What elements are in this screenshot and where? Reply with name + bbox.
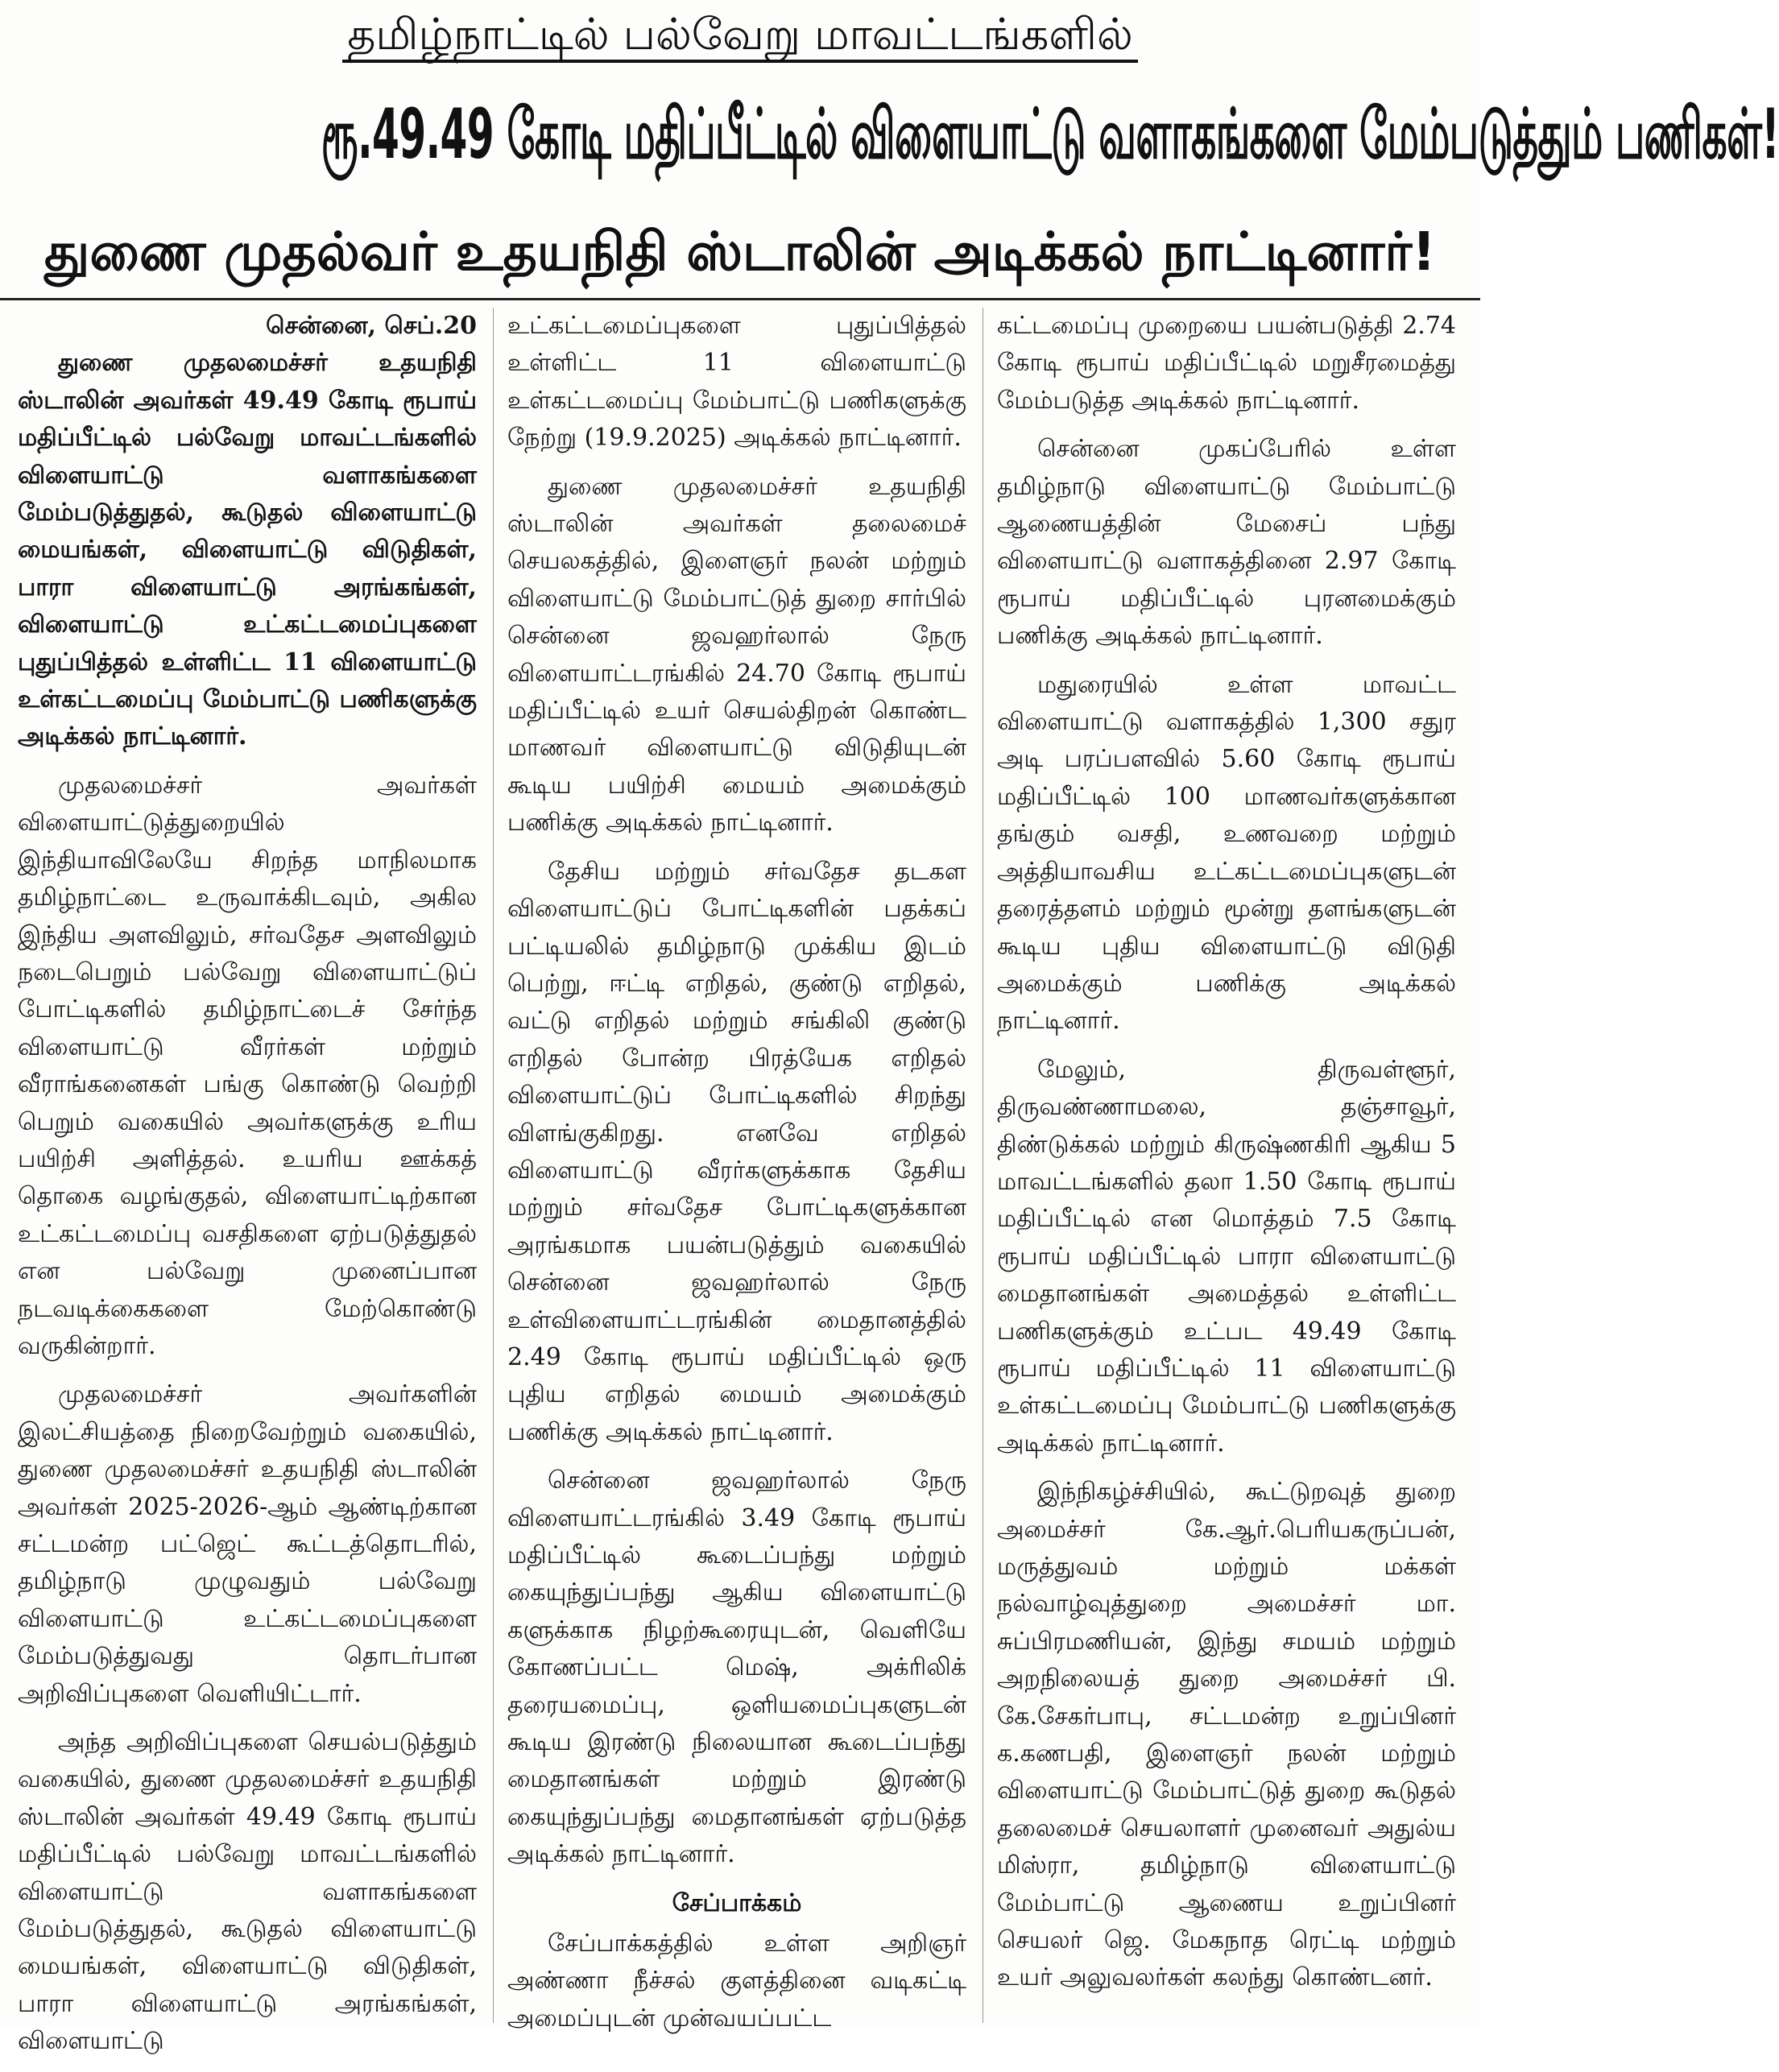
article-column-1 <box>18 308 477 2072</box>
lead-paragraph: துணை முதலமைச்சர் உதயநிதி ஸ்டாலின் அவர்கள் 49.49 கோடி ரூபாய் மதிப்பீட்டில் பல்வேறு மாவட்டங்களில் விளையாட்டு வளாகங்களை மேம்படுத்துதல், கூடுதல் விளையாட்டு மையங்கள், விளையாட்டு விடுதிகள், பாரா விளையாட்டு அரங்கங்கள், விளையாட்டு உட்கட்டமைப்புகளை புதுப்பித்தல் உள்ளிட்ட 11 விளையாட்டு உள்கட்டமைப்பு மேம்பாட்டு பணிகளுக்கு அடிக்கல் நாட்டினார். <box>18 349 477 751</box>
body-paragraph: அந்த அறிவிப்புகளை செயல்படுத்தும் வகையில், துணை முதலமைச்சர் உதயநிதி ஸ்டாலின் அவர்கள் 49.49 கோடி ரூபாய் மதிப்பீட்டில் பல்வேறு மாவட்டங்களில் விளையாட்டு வளாகங்களை மேம்படுத்துதல், கூடுதல் விளையாட்டு மையங்கள், விளையாட்டு விடுதிகள், பாரா விளையாட்டு அரங்கங்கள், விளையாட்டு <box>18 1728 477 2056</box>
body-paragraph: சென்னை ஜவஹர்லால் நேரு விளையாட்டரங்கில் 3.49 கோடி ரூபாய் மதிப்பீட்டில் கூடைப்பந்து மற்றும் கையுந்துப்பந்து ஆகிய விளையாட்டு களுக்காக நிழற்கூரையுடன், வெளியே கோணப்பட்ட மெஷ், அக்ரிலிக் தரையமைப்பு, ஒளியமைப்புகளுடன் கூடிய இரண்டு நிலையான கூடைப்பந்து மைதானங்கள் மற்றும் இரண்டு கையுந்துப்பந்து மைதானங்கள் ஏற்படுத்த அடிக்கல் நாட்டினார். <box>507 1466 966 1869</box>
body-paragraph: உட்கட்டமைப்புகளை புதுப்பித்தல் உள்ளிட்ட 11 விளையாட்டு உள்கட்டமைப்பு மேம்பாட்டு பணிகளுக்கு நேற்று (19.9.2025) அடிக்கல் நாட்டினார். <box>507 312 966 453</box>
body-paragraph: தேசிய மற்றும் சர்வதேச தடகள விளையாட்டுப் போட்டிகளின் பதக்கப் பட்டியலில் தமிழ்நாடு முக்கிய இடம் பெற்று, ஈட்டி எறிதல், குண்டு எறிதல், வட்டு எறிதல் மற்றும் சங்கிலி குண்டு எறிதல் போன்ற பிரத்யேக எறிதல் விளையாட்டுப் போட்டிகளில் சிறந்து விளங்குகிறது. எனவே எறிதல் விளையாட்டு வீரர்களுக்காக தேசிய மற்றும் சர்வதேச போட்டிகளுக்கான அரங்கமாக பயன்படுத்தும் வகையில் சென்னை ஜவஹர்லால் நேரு உள்விளையாட்டரங்கின் மைதானத்தில் 2.49 கோடி ரூபாய் மதிப்பீட்டில் ஒரு புதிய எறிதல் மையம் அமைக்கும் பணிக்கு அடிக்கல் நாட்டினார். <box>507 857 966 1446</box>
body-paragraph: மதுரையில் உள்ள மாவட்ட விளையாட்டு வளாகத்தில் 1,300 சதுர அடி பரப்பளவில் 5.60 கோடி ரூபாய் மதிப்பீட்டில் 100 மாணவர்களுக்கான தங்கும் வசதி, உணவறை மற்றும் அத்தியாவசிய உட்கட்டமைப்புகளுடன் தரைத்தளம் மற்றும் மூன்று தளங்களுடன் கூடிய புதிய விளையாட்டு விடுதி அமைக்கும் பணிக்கு அடிக்கல் நாட்டினார். <box>997 670 1456 1036</box>
section-subheading: சேப்பாக்கம் <box>672 1888 802 1917</box>
dateline: சென்னை, செப்.20 <box>266 312 477 340</box>
body-paragraph: சென்னை முகப்பேரில் உள்ள தமிழ்நாடு விளையாட்டு மேம்பாட்டு ஆணையத்தின் மேசைப் பந்து விளையாட்டு வளாகத்தினை 2.97 கோடி ரூபாய் மதிப்பீட்டில் புரனமைக்கும் பணிக்கு அடிக்கல் நாட்டினார். <box>997 435 1456 651</box>
subheadline: துணை முதல்வர் உதயநிதி ஸ்டாலின் அடிக்கல் நாட்டினார்! <box>44 221 1436 283</box>
body-paragraph: மேலும், திருவள்ளூர், திருவண்ணாமலை, தஞ்சாவூர், திண்டுக்கல் மற்றும் கிருஷ்ணகிரி ஆகிய 5 மாவட்டங்களில் தலா 1.50 கோடி ரூபாய் மதிப்பீட்டில் என மொத்தம் 7.5 கோடி ரூபாய் மதிப்பீட்டில் பாரா விளையாட்டு மைதானங்கள் அமைத்தல் உள்ளிட்ட பணிகளுக்கும் உட்பட 49.49 கோடி ரூபாய் மதிப்பீட்டில் 11 விளையாட்டு உள்கட்டமைப்பு மேம்பாட்டு பணிகளுக்கு அடிக்கல் நாட்டினார். <box>997 1055 1456 1458</box>
body-paragraph: துணை முதலமைச்சர் உதயநிதி ஸ்டாலின் அவர்கள் தலைமைச் செயலகத்தில், இளைஞர் நலன் மற்றும் விளையாட்டு மேம்பாட்டுத் துறை சார்பில் சென்னை ஜவஹர்லால் நேரு விளையாட்டரங்கில் 24.70 கோடி ரூபாய் மதிப்பீட்டில் உயர் செயல்திறன் கொண்ட மாணவர் விளையாட்டு விடுதியுடன் கூடிய பயிற்சி மையம் அமைக்கும் பணிக்கு அடிக்கல் நாட்டினார். <box>507 472 966 837</box>
kicker-text: தமிழ்நாட்டில் பல்வேறு மாவட்டங்களில் <box>342 9 1138 63</box>
kicker-line <box>0 6 1480 63</box>
header-divider <box>0 298 1480 300</box>
article-column-3 <box>997 308 1456 2008</box>
body-paragraph: முதலமைச்சர் அவர்களின் இலட்சியத்தை நிறைவேற்றும் வகையில், துணை முதலமைச்சர் உதயநிதி ஸ்டாலின் அவர்கள் 2025-2026-ஆம் ஆண்டிற்கான சட்டமன்ற பட்ஜெட் கூட்டத்தொடரில், தமிழ்நாடு முழுவதும் பல்வேறு விளையாட்டு உட்கட்டமைப்புகளை மேம்படுத்துவது தொடர்பான அறிவிப்புகளை வெளியிட்டார். <box>18 1380 477 1708</box>
body-paragraph: சேப்பாக்கத்தில் உள்ள அறிஞர் அண்ணா நீச்சல் குளத்தினை வடிகட்டி அமைப்புடன் முன்வயப்பட்ட <box>507 1929 966 2033</box>
body-paragraph: கட்டமைப்பு முறையை பயன்படுத்தி 2.74 கோடி ரூபாய் மதிப்பீட்டில் மறுசீரமைத்து மேம்படுத்த அடிக்கல் நாட்டினார். <box>997 312 1456 415</box>
headline: ரூ.49.49 கோடி மதிப்பீட்டில் விளையாட்டு வளாகங்களை மேம்படுத்தும் பணிகள்! <box>321 94 1779 175</box>
article-column-2 <box>507 308 966 2049</box>
column-divider <box>493 308 494 2023</box>
body-paragraph: முதலமைச்சர் அவர்கள் விளையாட்டுத்துறையில் இந்தியாவிலேயே சிறந்த மாநிலமாக தமிழ்நாட்டை உருவாக்கிடவும், அகில இந்திய அளவிலும், சர்வதேச அளவிலும் நடைபெறும் பல்வேறு விளையாட்டுப் போட்டிகளில் தமிழ்நாட்டைச் சேர்ந்த விளையாட்டு வீரர்கள் மற்றும் வீராங்கனைகள் பங்கு கொண்டு வெற்றி பெறும் வகையில் அவர்களுக்கு உரிய பயிற்சி அளித்தல். உயரிய ஊக்கத் தொகை வழங்குதல், விளையாட்டிற்கான உட்கட்டமைப்பு வசதிகளை ஏற்படுத்துதல் என பல்வேறு முனைப்பான நடவடிக்கைகளை மேற்கொண்டு வருகின்றார். <box>18 771 477 1360</box>
body-paragraph: இந்நிகழ்ச்சியில், கூட்டுறவுத் துறை அமைச்சர் கே.ஆர்.பெரியகருப்பன், மருத்துவம் மற்றும் மக்கள் நல்வாழ்வுத்துறை அமைச்சர் மா. சுப்பிரமணியன், இந்து சமயம் மற்றும் அறநிலையத் துறை அமைச்சர் பி. கே.சேகர்பாபு, சட்டமன்ற உறுப்பினர் க.கணபதி, இளைஞர் நலன் மற்றும் விளையாட்டு மேம்பாட்டுத் துறை கூடுதல் தலைமைச் செயலாளர் முனைவர் அதுல்ய மிஸ்ரா, தமிழ்நாடு விளையாட்டு மேம்பாட்டு ஆணைய உறுப்பினர் செயலர் ஜெ. மேகநாத ரெட்டி மற்றும் உயர் அலுவலர்கள் கலந்து கொண்டனர். <box>997 1478 1456 1992</box>
